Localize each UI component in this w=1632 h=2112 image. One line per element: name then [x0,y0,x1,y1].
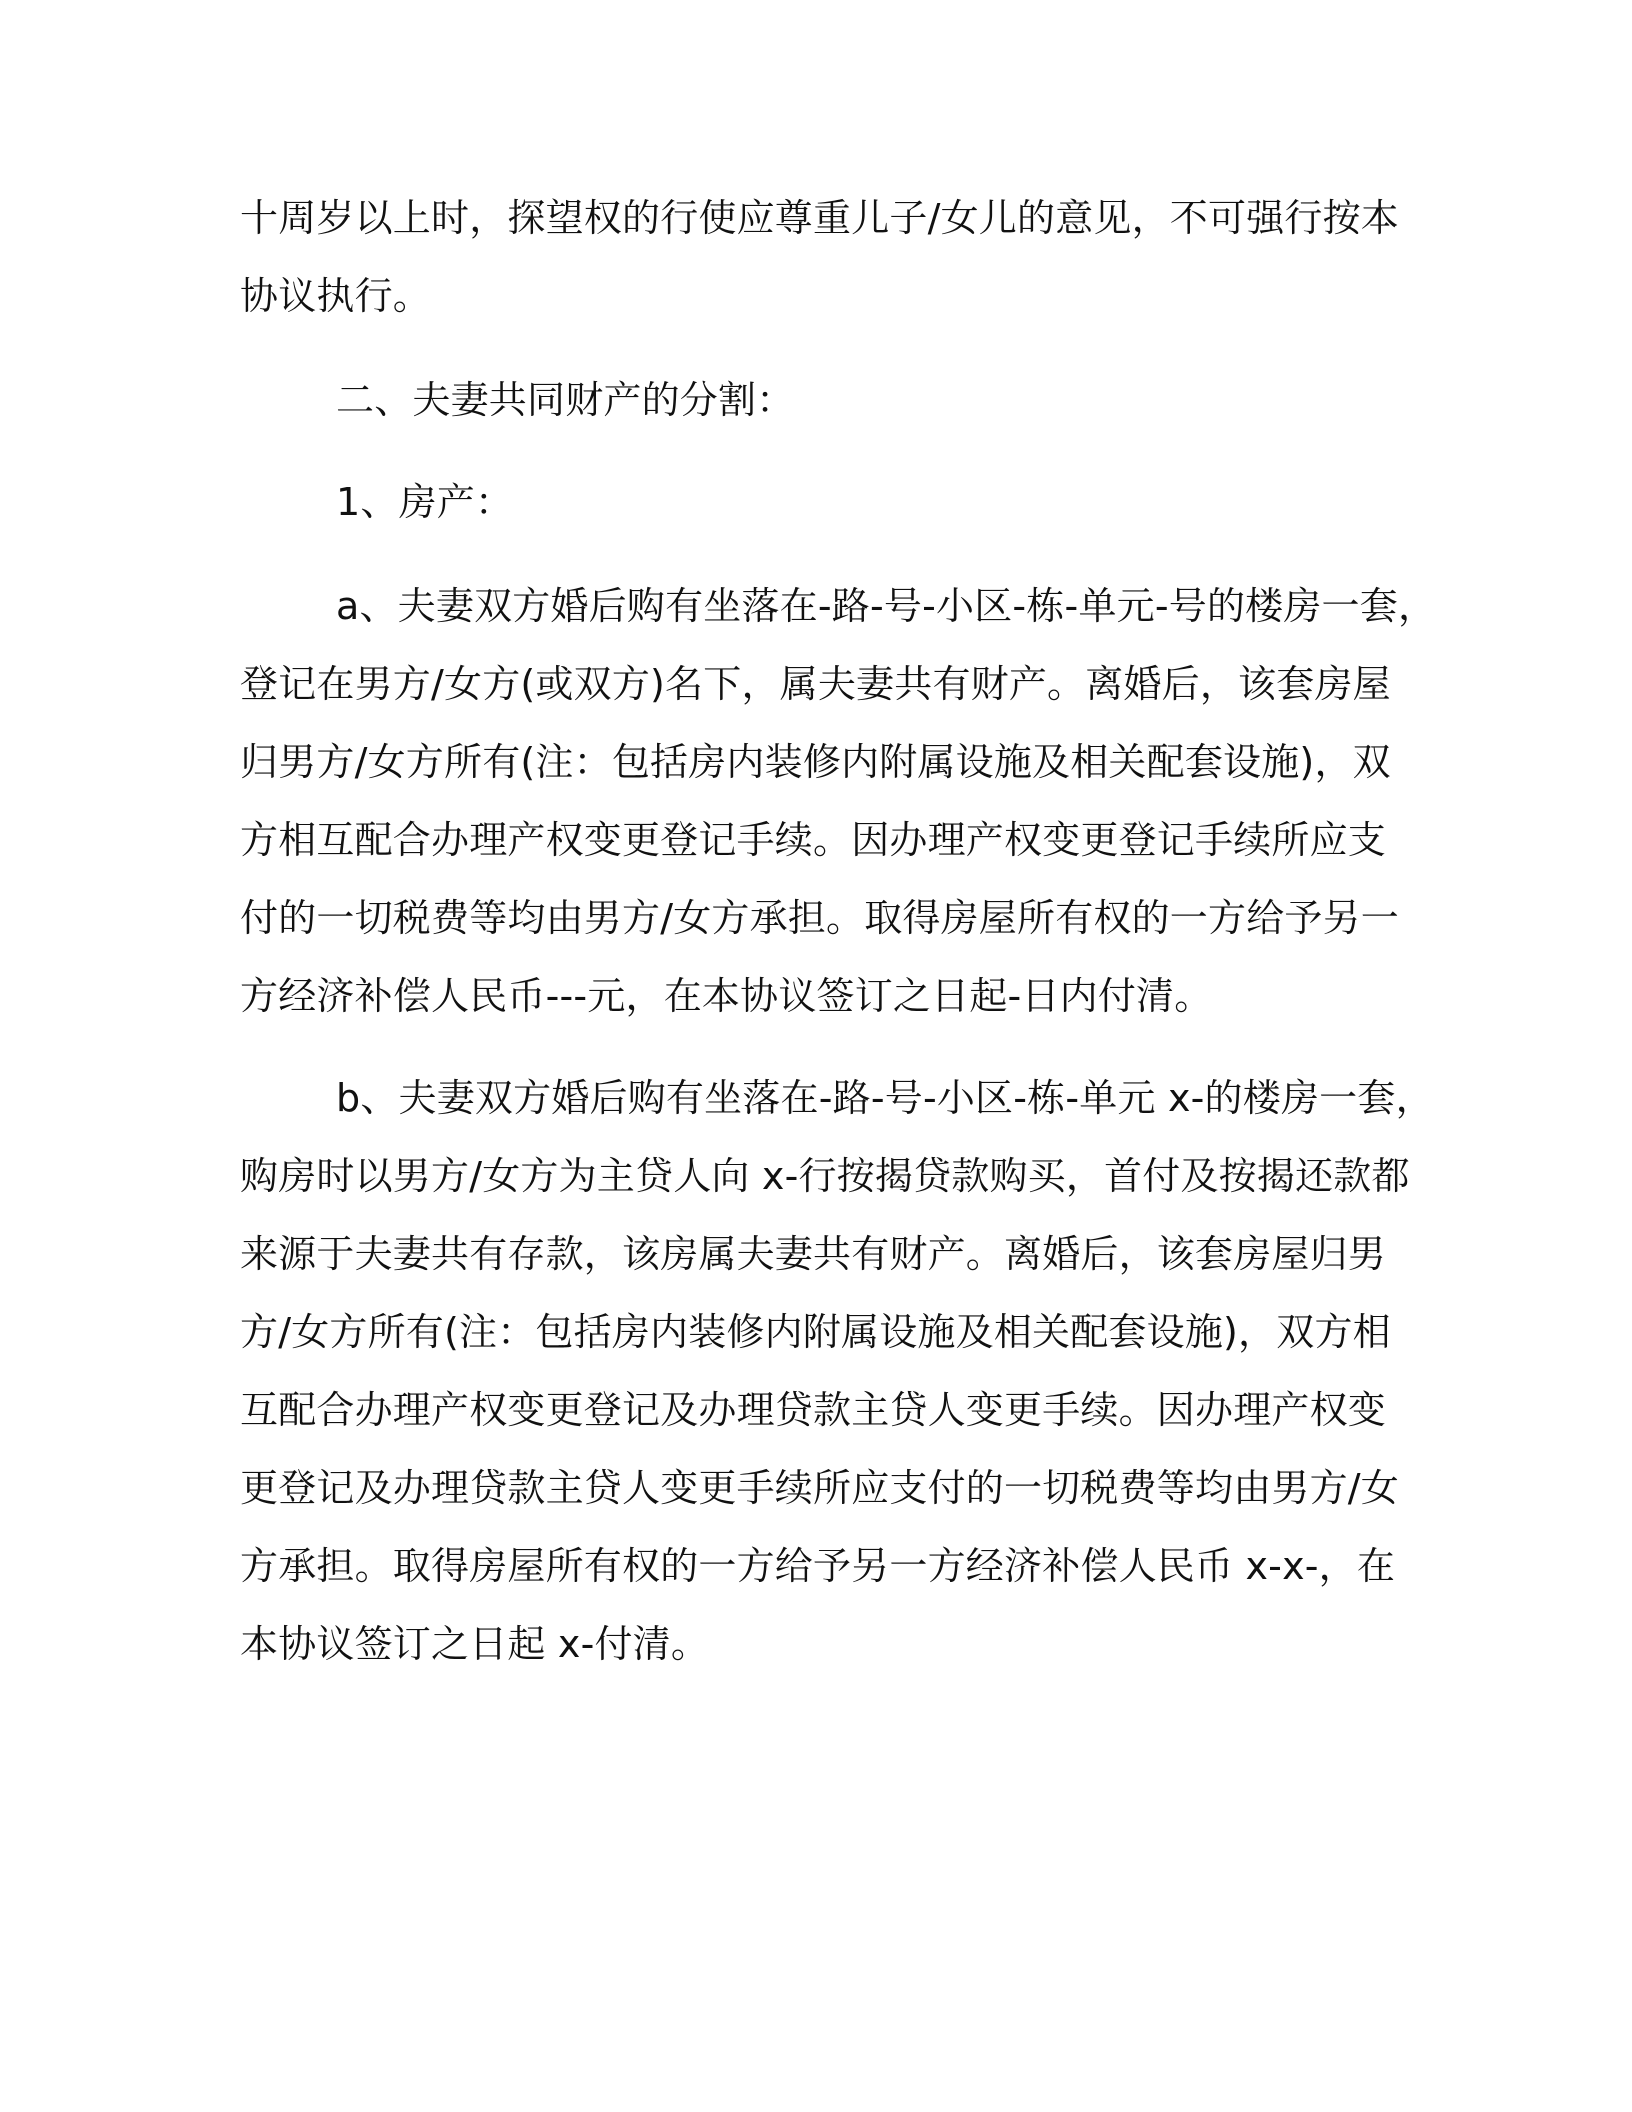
clause-b-line-7: 方承担。取得房屋所有权的一方给予另一方经济补偿人民币 x-x-，在 [240,1544,1396,1588]
text-line-1: 十周岁以上时，探望权的行使应尊重儿子/女儿的意见，不可强行按本 [240,196,1400,240]
section-heading-property-division: 二、夫妻共同财产的分割： [336,378,795,422]
clause-a-line-2: 登记在男方/女方(或双方)名下，属夫妻共有财产。离婚后，该套房屋 [240,662,1391,706]
text-line-2: 协议执行。 [240,274,432,318]
clause-a-line-5: 付的一切税费等均由男方/女方承担。取得房屋所有权的一方给予另一 [240,896,1400,940]
clause-a-line-3: 归男方/女方所有(注：包括房内装修内附属设施及相关配套设施)，双 [240,740,1391,784]
clause-b-line-5: 互配合办理产权变更登记及办理贷款主贷人变更手续。因办理产权变 [240,1388,1387,1432]
clause-b-line-8: 本协议签订之日起 x-付清。 [240,1622,710,1666]
clause-b-line-1: b、夫妻双方婚后购有坐落在-路-号-小区-栋-单元 x-的楼房一套， [336,1076,1434,1120]
clause-a-line-6: 方经济补偿人民币---元，在本协议签订之日起-日内付清。 [240,974,1213,1018]
clause-b-line-2: 购房时以男方/女方为主贷人向 x-行按揭贷款购买，首付及按揭还款都 [240,1154,1410,1198]
subsection-heading-real-estate: 1、房产： [336,480,514,524]
clause-b-line-6: 更登记及办理贷款主贷人变更手续所应支付的一切税费等均由男方/女 [240,1466,1400,1510]
clause-a-line-4: 方相互配合办理产权变更登记手续。因办理产权变更登记手续所应支 [240,818,1387,862]
clause-b-line-3: 来源于夫妻共有存款，该房属夫妻共有财产。离婚后，该套房屋归男 [240,1232,1387,1276]
clause-b-line-4: 方/女方所有(注：包括房内装修内附属设施及相关配套设施)，双方相 [240,1310,1391,1354]
clause-a-line-1: a、夫妻双方婚后购有坐落在-路-号-小区-栋-单元-号的楼房一套， [336,584,1437,628]
